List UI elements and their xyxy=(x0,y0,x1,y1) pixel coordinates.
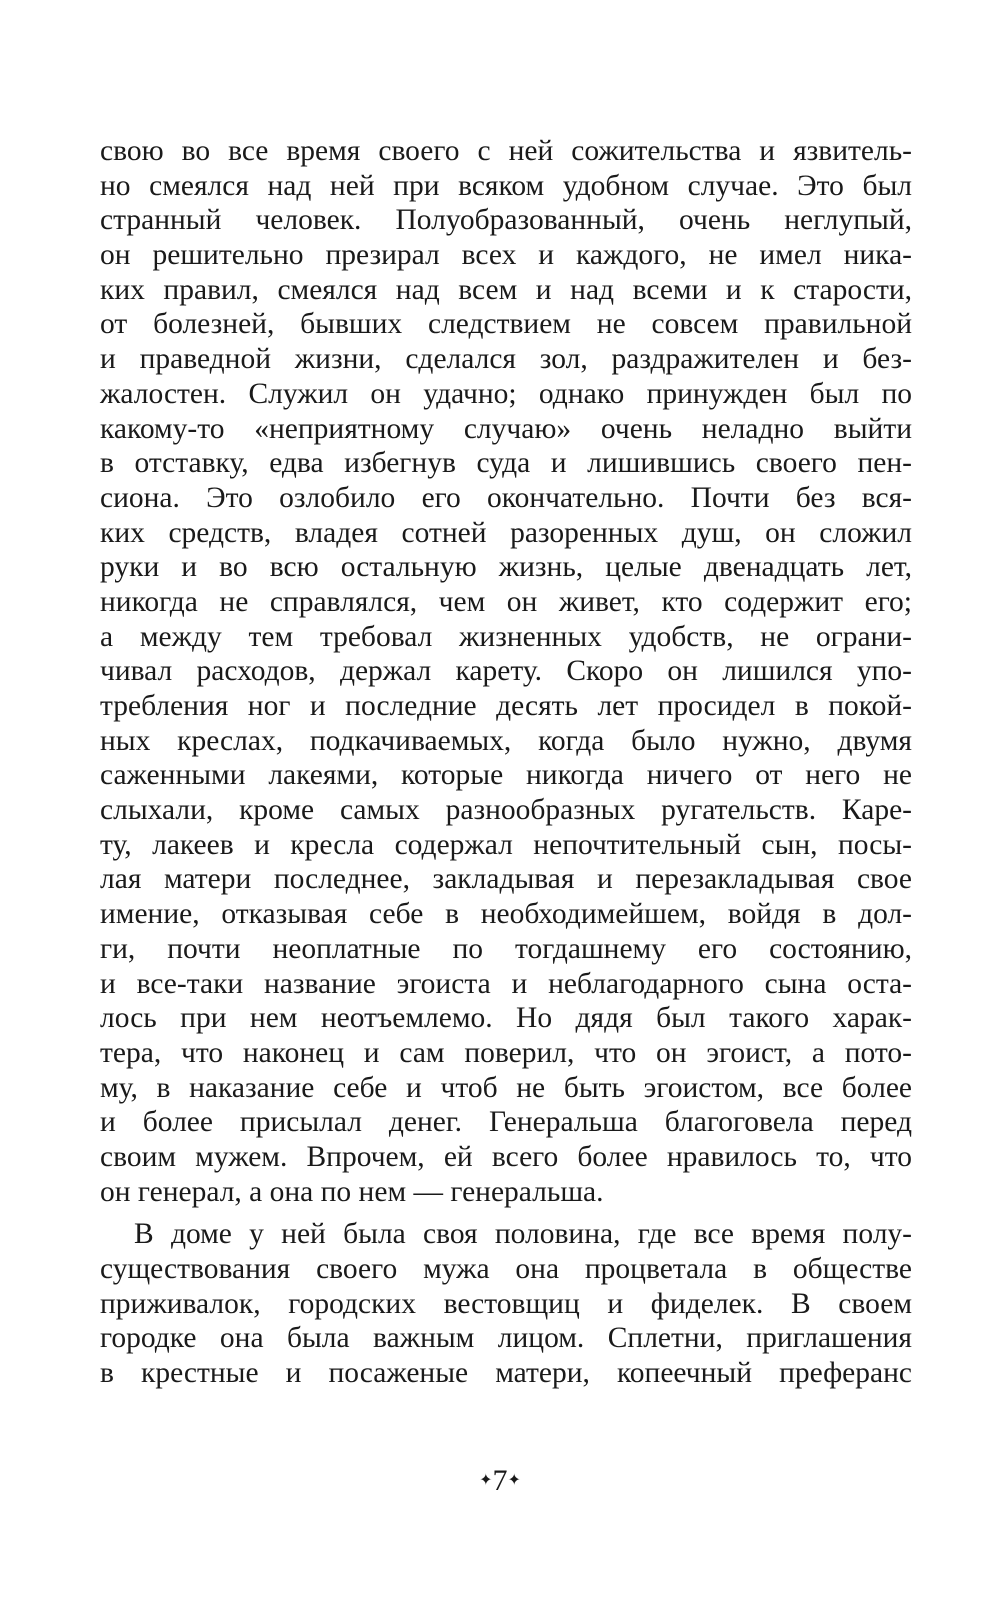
text-line: слыхали, кроме самых разнообразных ругательств. Каре- xyxy=(100,794,912,827)
ornament-left-icon: ✦ xyxy=(479,1472,493,1490)
text-line: странный человек. Полуобразованный, очень неглупый, xyxy=(100,204,912,237)
text-line: чивал расходов, держал карету. Скоро он лишился упо- xyxy=(100,655,912,688)
text-line: своим мужем. Впрочем, ей всего более нравилось то, что xyxy=(100,1140,912,1173)
text-line: никогда не справлялся, чем он живет, кто содержит его; xyxy=(100,585,912,618)
page-number-value: 7 xyxy=(492,1464,508,1497)
text-line: требления ног и последние десять лет просидел в покой- xyxy=(100,690,912,722)
text-line: существования своего мужа она процветала в обществе xyxy=(100,1253,912,1285)
text-line: а между тем требовал жизненных удобств, не ограни- xyxy=(100,620,912,653)
paragraph-2 xyxy=(100,1217,912,1390)
text-line: ги, почти неоплатные по тогдашнему его состоянию, xyxy=(100,932,912,965)
ornament-right-icon: ✦ xyxy=(507,1472,521,1490)
text-line: руки и во всю остальную жизнь, целые двенадцать лет, xyxy=(100,551,912,584)
text-line: какому-то «неприятному случаю» очень неладно выйти xyxy=(100,412,912,445)
text-line: жалостен. Служил он удачно; однако принужден был по xyxy=(100,377,912,410)
text-line: от болезней, бывших следствием не совсем правильной xyxy=(100,308,912,341)
paragraph-1 xyxy=(100,134,912,1209)
text-line: приживалок, городских вестовщиц и фиделек. В своем xyxy=(100,1287,912,1320)
text-line: в крестные и посаженые матери, копеечный преферанс xyxy=(100,1357,912,1390)
text-line: городке она была важным лицом. Сплетни, приглашения xyxy=(100,1322,912,1355)
text-line: тера, что наконец и сам поверил, что он эгоист, а пото- xyxy=(100,1036,912,1069)
text-line: ких средств, владея сотней разоренных душ, он сложил xyxy=(100,516,912,549)
text-line: и более присылал денег. Генеральша благоговела перед xyxy=(100,1106,912,1139)
text-line: саженными лакеями, которые никогда ничего от него не xyxy=(100,759,912,792)
text-line: в отставку, едва избегнув суда и лишившись своего пен- xyxy=(100,447,912,480)
text-line: и все-таки название эгоиста и неблагодарного сына оста- xyxy=(100,967,912,1000)
page-number xyxy=(0,1464,1000,1498)
text-line: он генерал, а она по нем — генеральша. xyxy=(100,1175,604,1208)
text-line: лая матери последнее, закладывая и перезакладывая свое xyxy=(100,863,912,896)
paragraph-gap xyxy=(100,1209,912,1217)
text-line: имение, отказывая себе в необходимейшем, войдя в дол- xyxy=(100,898,912,931)
text-line: он решительно презирал всех и каждого, не имел ника- xyxy=(100,239,912,272)
text-line: ких правил, смеялся над всем и над всеми и к старости, xyxy=(100,273,912,306)
text-line: сиона. Это озлобило его окончательно. Почти без вся- xyxy=(100,481,912,514)
body-text xyxy=(100,134,912,1391)
text-line: но смеялся над ней при всяком удобном случае. Это был xyxy=(100,169,912,202)
text-line: ту, лакеев и кресла содержал непочтительный сын, посы- xyxy=(100,828,912,861)
text-line: му, в наказание себе и чтоб не быть эгоистом, все более xyxy=(100,1071,912,1104)
text-line: В доме у ней была своя половина, где все время полу- xyxy=(134,1218,912,1251)
text-line: свою во все время своего с ней сожительства и язвитель- xyxy=(100,135,912,167)
text-line: лось при нем неотъемлемо. Но дядя был такого харак- xyxy=(100,1002,912,1035)
text-line: ных креслах, подкачиваемых, когда было нужно, двумя xyxy=(100,724,912,757)
text-line: и праведной жизни, сделался зол, раздражителен и без- xyxy=(100,343,912,376)
